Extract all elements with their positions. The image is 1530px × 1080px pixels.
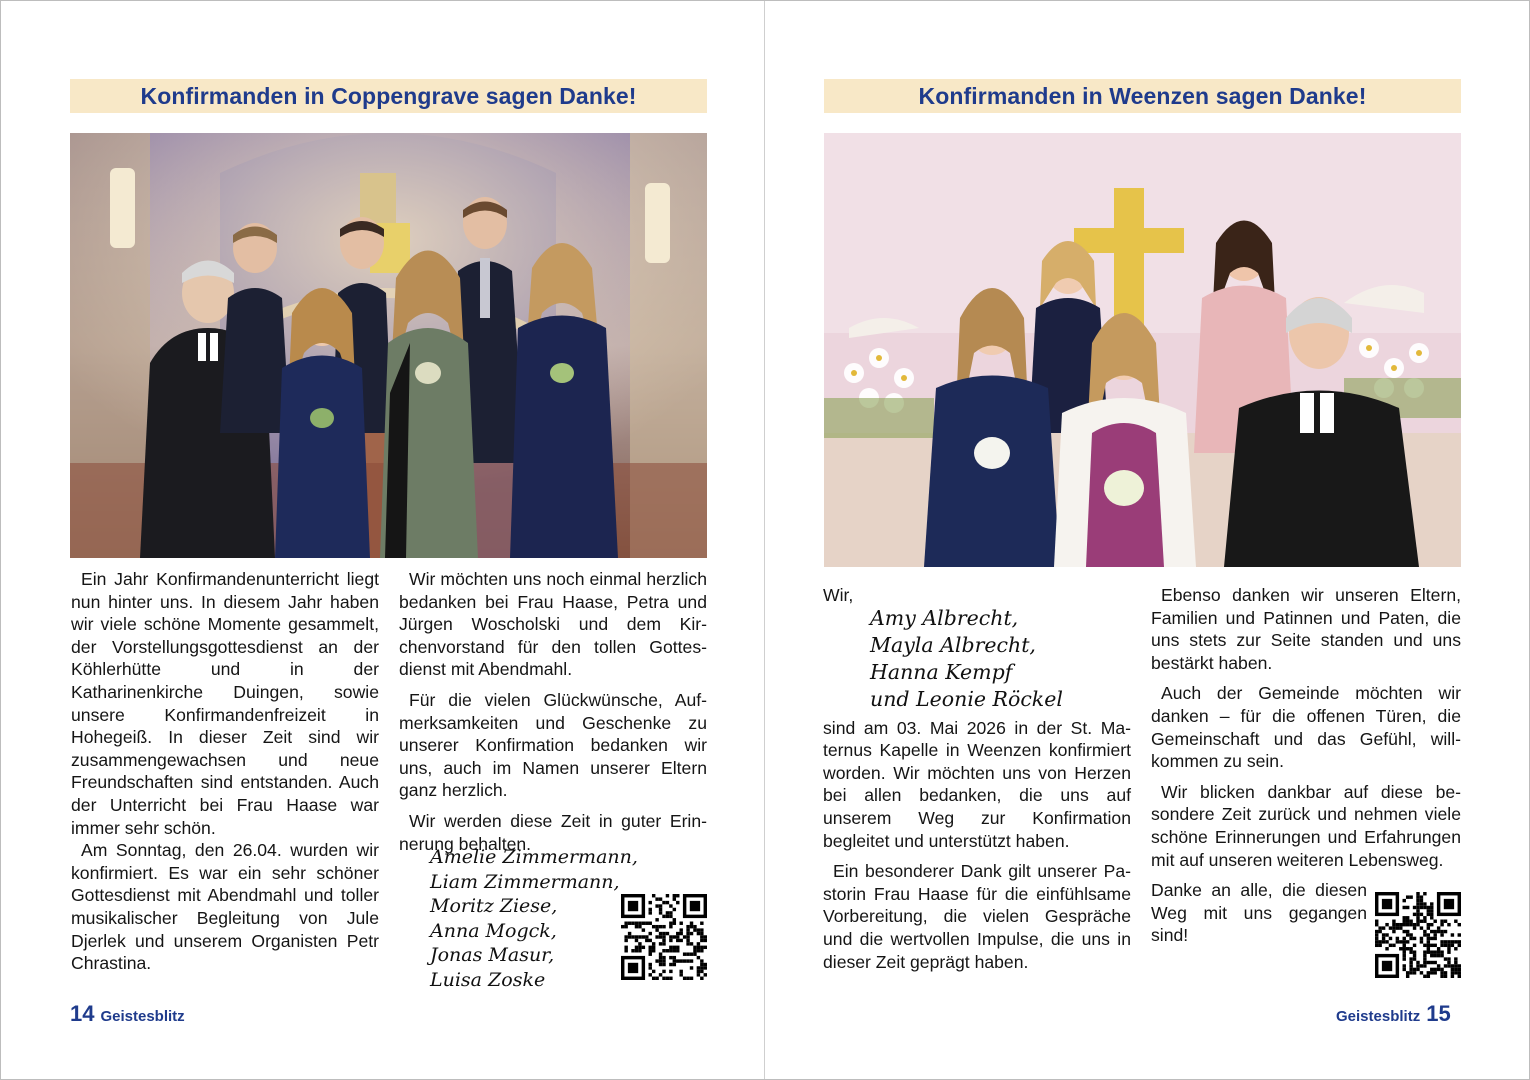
right-paragraph: Ebenso danken wir unseren Eltern, Familien und Patinnen und Paten, die uns stets zur Seite standen und uns bestärkt haben. <box>1151 585 1461 673</box>
qr-code-image <box>621 894 707 980</box>
signature-name: Jonas Masur, <box>430 944 555 966</box>
left-title-banner <box>70 79 707 113</box>
right-paragraph: Auch der Gemeinde möchten wir danken – für die offenen Türen, die Gemeinschaft und das Gefühl, willkommen zu sein. <box>1151 683 1461 772</box>
right-group-photo <box>824 133 1461 567</box>
signature-name: Moritz Ziese, <box>430 895 558 917</box>
signature-name: Amelie Zimmermann, <box>430 846 638 868</box>
signature-name: Amy Albrecht, <box>870 606 1019 630</box>
page-number: 15 <box>1426 1001 1451 1026</box>
page-number: 14 <box>70 1001 95 1026</box>
left-qr-code[interactable] <box>621 894 707 980</box>
left-paragraph: Wir werden diese Zeit in guter Erinnerung behalten. <box>399 810 707 854</box>
magazine-name: Geistesblitz <box>1336 1008 1421 1025</box>
right-paragraph: Ein besonderer Dank gilt unserer Pastorin Frau Haase für die einfühlsame Vorbereitung, die vielen Gespräche und die wertvollen Impulse, die uns in dieser Zeit geprägt haben. <box>823 861 1131 972</box>
left-group-photo <box>70 133 707 558</box>
left-footer <box>70 1001 185 1027</box>
left-paragraph: Ein Jahr Konfirmandenunterricht liegt nun hinter uns. In diesem Jahr haben wir viele schöne Momente gesammelt, der Vorstellungsgottesdienst an der Köhlerhütte und in der Katharinenkirche Duingen, sowie unsere Konfirmandenfreizeit in Hohegeiß. In dieser Zeit sind wir zusammengewachsen und neue Freundschaften sind entstanden. Auch der Unterricht bei Frau Haase war immer sehr schön. <box>71 569 379 838</box>
right-paragraph: Danke an alle, die diesen Weg mit uns gegangen sind! <box>1151 880 1367 946</box>
right-photo-illustration <box>824 133 1461 567</box>
right-intro: Wir, <box>823 585 854 605</box>
signature-name: Anna Mogck, <box>430 919 557 942</box>
magazine-name: Geistesblitz <box>100 1008 185 1025</box>
left-text-column-2 <box>399 568 707 855</box>
right-footer <box>1336 1001 1451 1027</box>
left-page-title: Konfirmanden in Coppengrave sagen Danke! <box>140 82 637 109</box>
qr-code-image <box>1375 892 1461 978</box>
right-title-banner <box>824 79 1461 113</box>
signature-name: Luisa Zoske <box>430 968 546 991</box>
right-paragraph: sind am 03. Mai 2026 in der St. Maternus Kapelle in Weenzen konfirmiert worden. Wir möchten uns von Herzen bei allen bedanken, die uns auf unserem Weg zur Konfirmation begleitet und unterstützt haben. <box>823 717 1131 851</box>
left-paragraph: Am Sonntag, den 26.04. wurden wir konfirmiert. Es war ein sehr schöner Gottesdienst mit Abendmahl und toller musikalischer Begleitung von Jule Djerlek und unserem Organisten Petr Chrastina. <box>71 840 379 974</box>
left-photo-illustration <box>70 133 707 558</box>
signature-name: Liam Zimmermann, <box>430 870 620 893</box>
right-signature-names <box>870 605 1130 713</box>
left-paragraph: Für die vielen Glückwünsche, Aufmerksamkeiten und Geschenke zu unserer Konfirmation bedanken wir uns, auch im Namen unserer Eltern ganz herzlich. <box>399 689 707 801</box>
right-qr-code[interactable] <box>1375 892 1461 978</box>
signature-name: und Leonie Röckel <box>870 687 1063 711</box>
signature-name: Mayla Albrecht, <box>870 633 1036 657</box>
left-paragraph: Wir möchten uns noch einmal herzlich bedanken bei Frau Haase, Petra und Jürgen Woscholski und dem Kirchenvorstand für den tollen Gottesdienst mit Abendmahl. <box>399 569 707 680</box>
signature-name: Hanna Kempf <box>870 660 1013 684</box>
right-page-title: Konfirmanden in Weenzen sagen Danke! <box>918 82 1367 109</box>
right-paragraph: Wir blicken dankbar auf diese besondere Zeit zurück und nehmen viele schöne Erinnerungen und Erfahrungen mit auf unseren weiteren Lebensweg. <box>1151 781 1461 870</box>
left-text-column-1 <box>71 568 379 975</box>
